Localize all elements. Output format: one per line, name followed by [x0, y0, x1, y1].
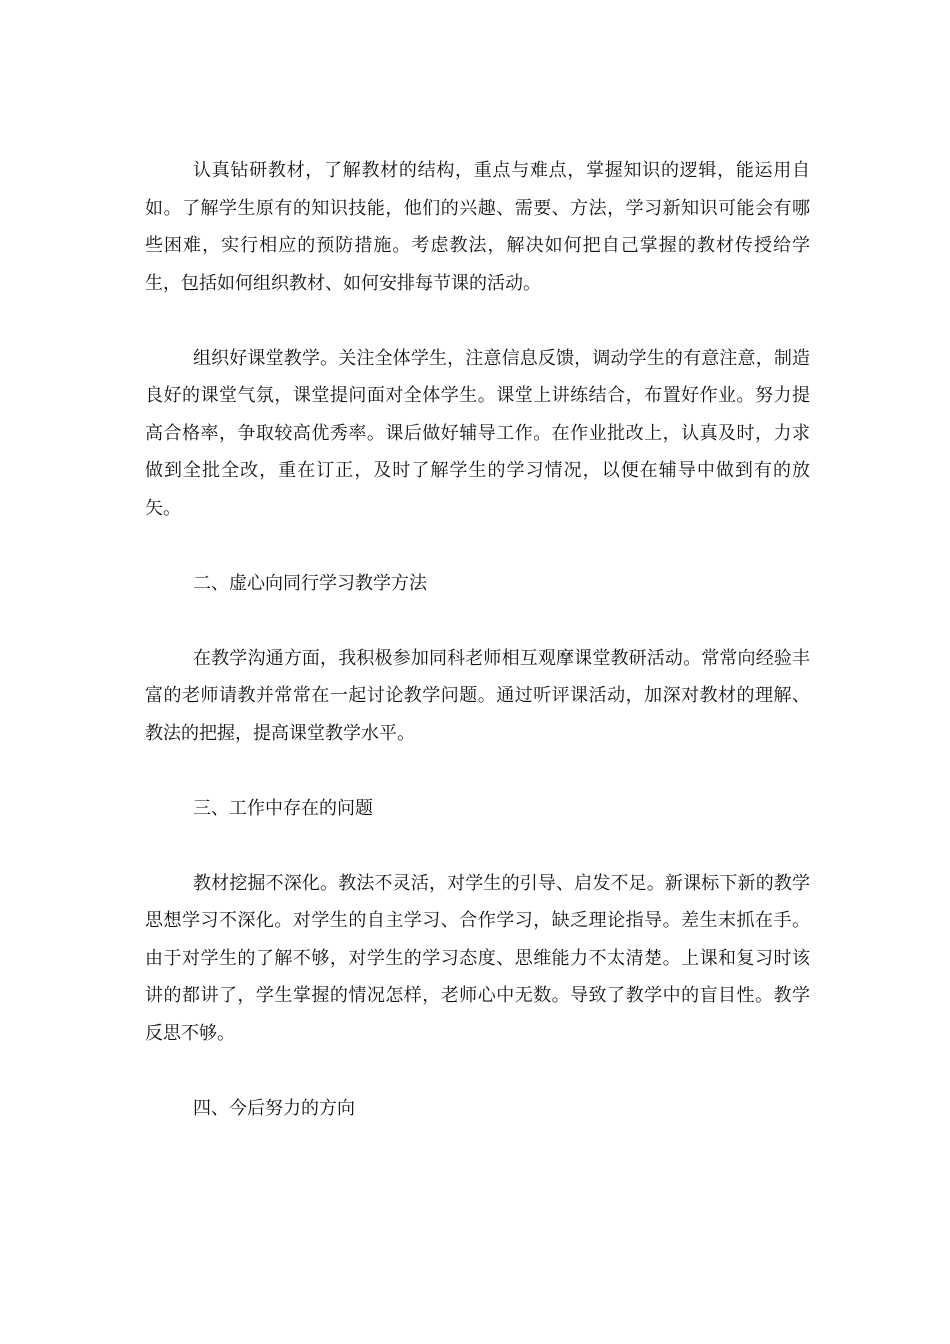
heading-future-direction: 四、今后努力的方向	[193, 1097, 355, 1119]
heading-learn-from-peers: 二、虚心向同行学习教学方法	[193, 572, 427, 594]
paragraph-study-materials: 认真钻研教材，了解教材的结构，重点与难点，掌握知识的逻辑，能运用自如。了解学生原有的知识技能，他们的兴趣、需要、方法，学习新知识可能会有哪些困难，实行相应的预防措施。考虑教法，解决如何把自己掌握的教材传授给学生，包括如何组织教材、如何安排每节课的活动。	[145, 160, 810, 294]
document-body	[145, 152, 810, 1165]
paragraph-problems: 教材挖掘不深化。教法不灵活，对学生的引导、启发不足。新课标下新的教学思想学习不深化。对学生的自主学习、合作学习，缺乏理论指导。差生末抓在手。由于对学生的了解不够，对学生的学习态度、思维能力不太清楚。上课和复习时该讲的都讲了，学生掌握的情况怎样，老师心中无数。导致了教学中的盲目性。教学反思不够。	[145, 872, 810, 1044]
paragraph-peer-exchange: 在教学沟通方面，我积极参加同科老师相互观摩课堂教研活动。常常向经验丰富的老师请教并常常在一起讨论教学问题。通过听评课活动，加深对教材的理解、教法的把握，提高课堂教学水平。	[145, 647, 810, 744]
paragraph-classroom-teaching: 组织好课堂教学。关注全体学生，注意信息反馈，调动学生的有意注意，制造良好的课堂气氛，课堂提问面对全体学生。课堂上讲练结合，布置好作业。努力提高合格率，争取较高优秀率。课后做好辅导工作。在作业批改上，认真及时，力求做到全批全改，重在订正，及时了解学生的学习情况，以便在辅导中做到有的放矢。	[145, 347, 810, 519]
heading-existing-problems: 三、工作中存在的问题	[193, 797, 373, 819]
